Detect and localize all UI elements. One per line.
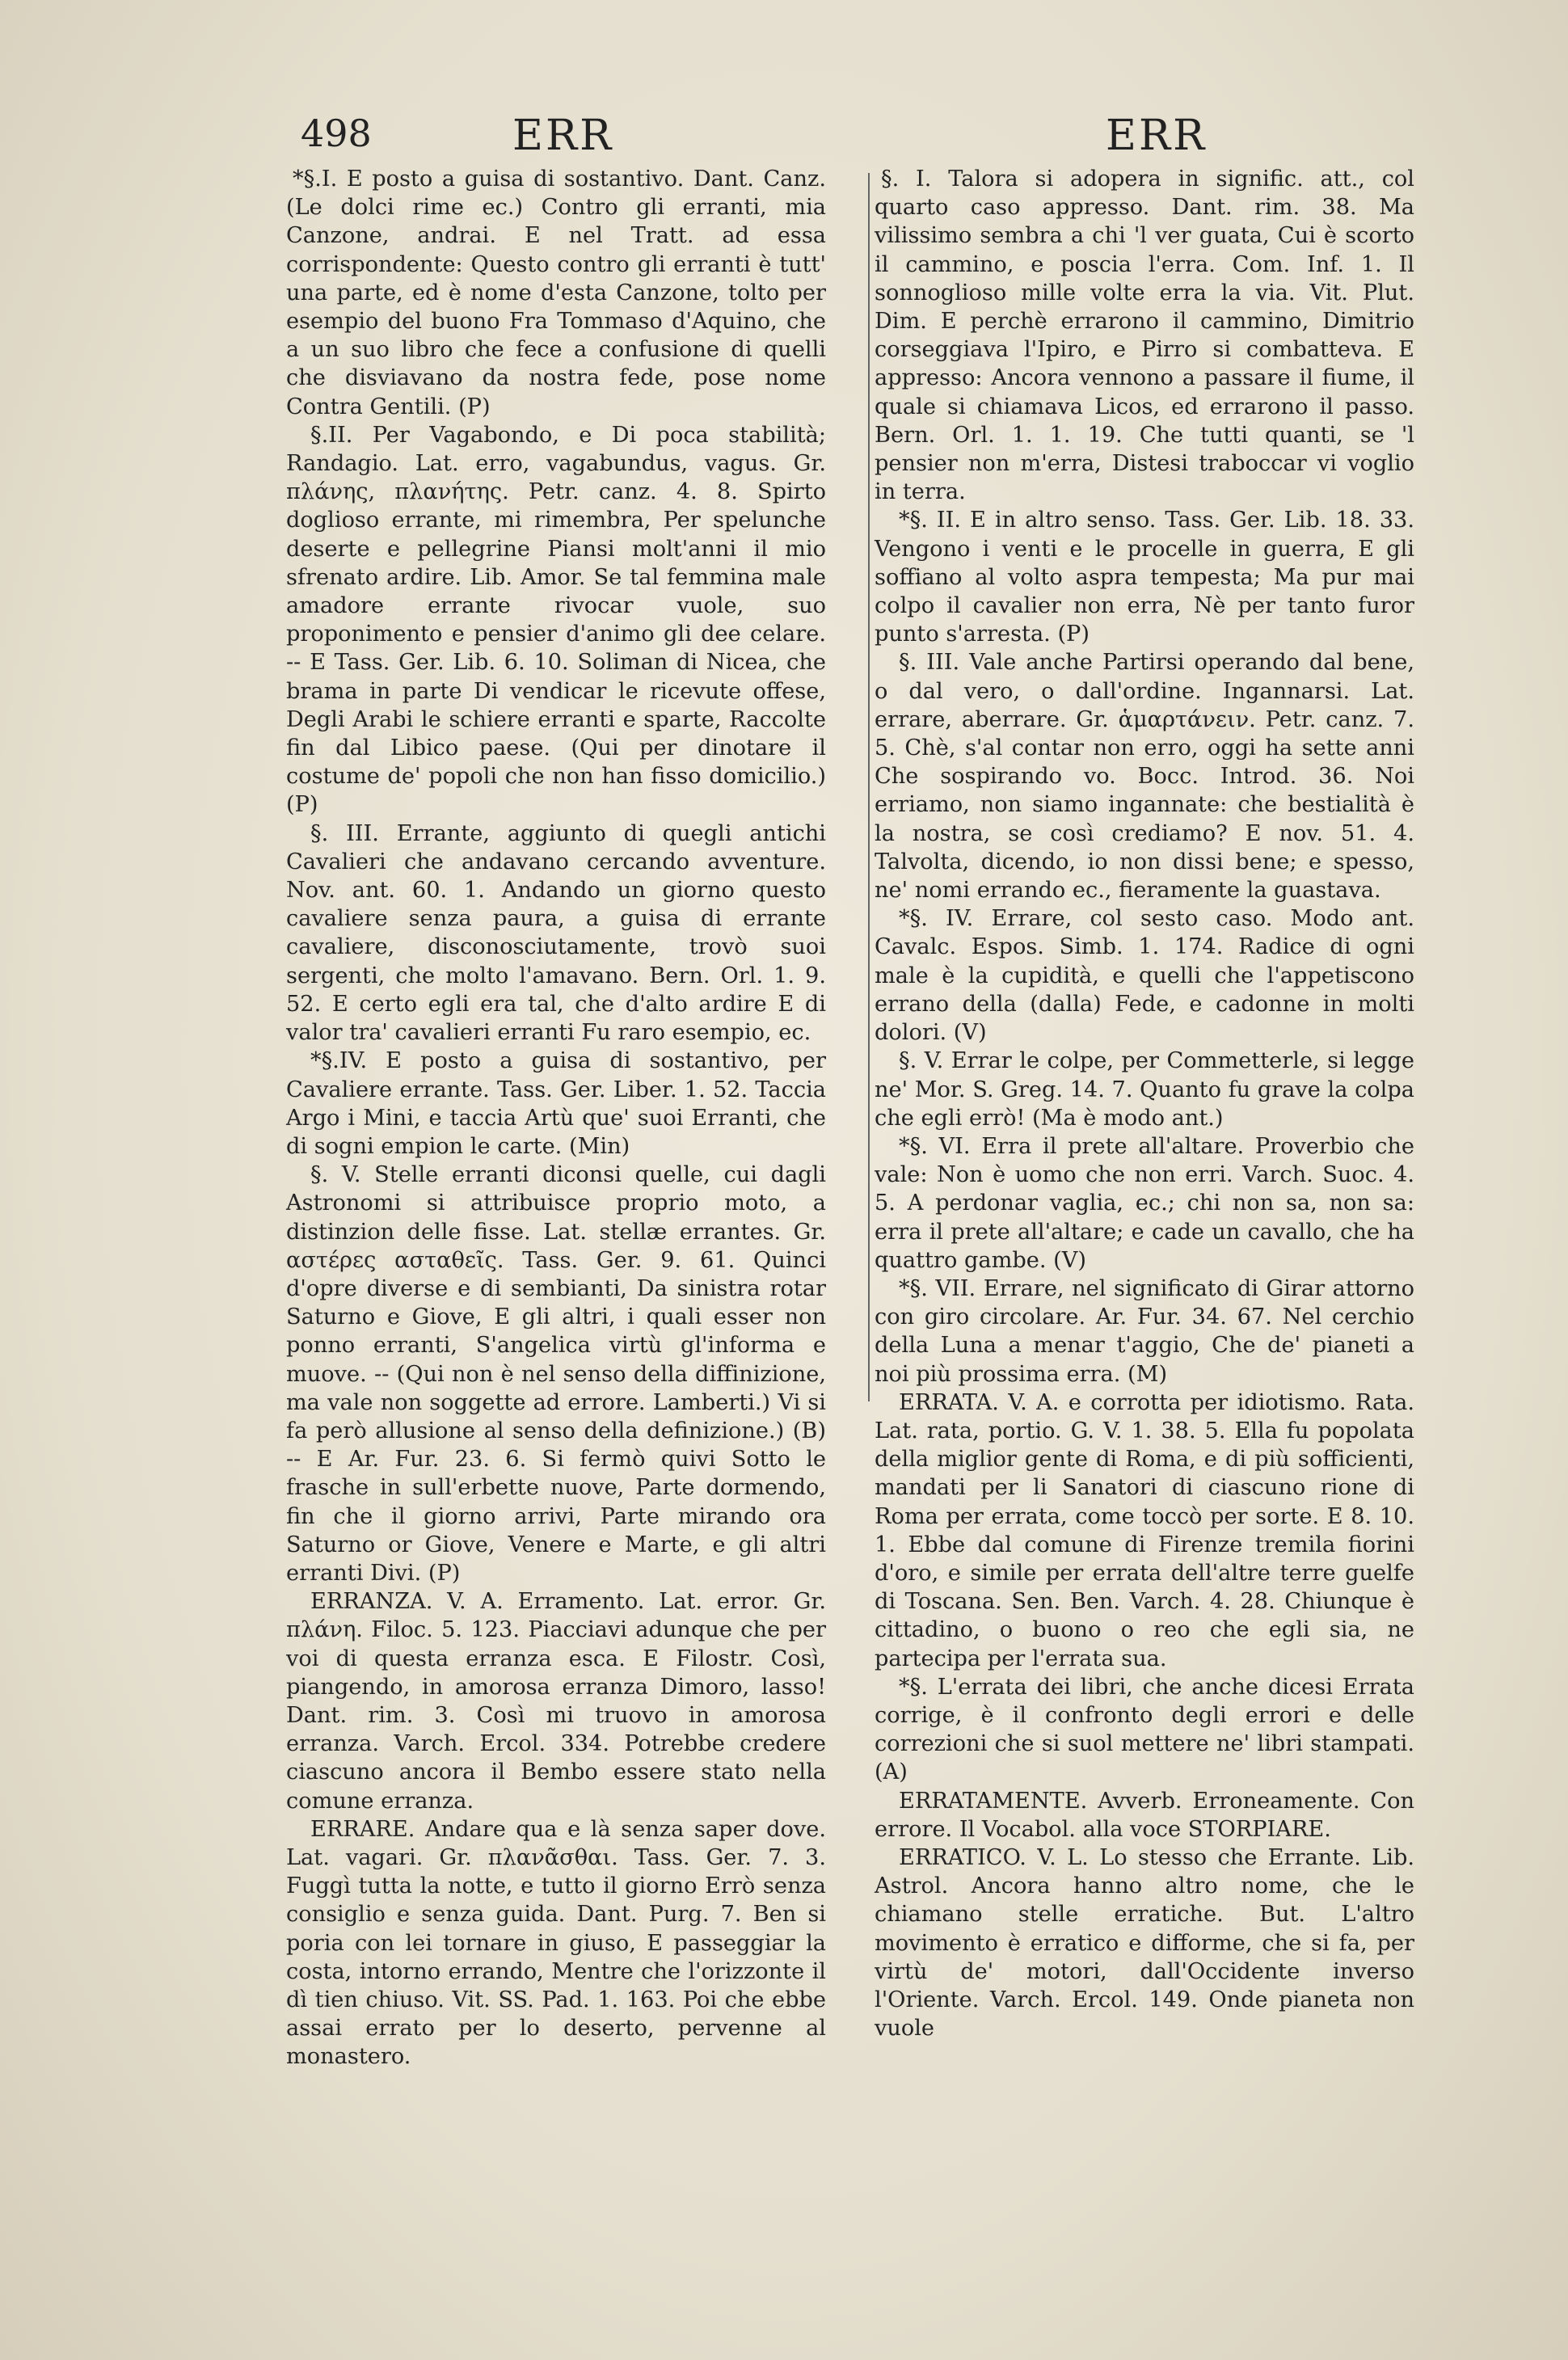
left-running-headword: ERR xyxy=(512,112,614,160)
entry-paragraph: ERRATAMENTE. Avverb. Erroneamente. Con errore. Il Vocabol. alla voce STORPIARE. xyxy=(875,1788,1414,1842)
entry-paragraph: *§. VI. Erra il prete all'altare. Proverbio che vale: Non è uomo che non erri. Varch. Suoc. 4. 5. A perdonar vaglia, ec.; chi non sa, non sa: erra il prete all'altare; e cade un cavallo, che ha quattro gambe. (V) xyxy=(875,1133,1414,1273)
entry-paragraph: ERRATA. V. A. e corrotta per idiotismo. Rata. Lat. rata, portio. G. V. 1. 38. 5. Ella fu popolata della miglior gente di Roma, e di più sofficienti, mandati per li Sanatori di ciascuno rione di Roma per errata, come toccò per sorte. E 8. 10. 1. Ebbe dal comune di Firenze tremila fiorini d'oro, e simile per errata dell'altre terre guelfe di Toscana. Sen. Ben. Varch. 4. 28. Chiunque è cittadino, o buono o reo che egli sia, ne partecipa per l'errata sua. xyxy=(875,1389,1414,1671)
left-column xyxy=(286,165,826,2071)
page-header xyxy=(0,105,1568,170)
entry-paragraph: §. I. Talora si adopera in signific. att., col quarto caso appresso. Dant. rim. 38. Ma vilissimo sembra a chi 'l ver guata, Cui è scorto il cammino, e poscia l'erra. Com. Inf. 1. Il sonnoglioso mille volte erra la via. Vit. Plut. Dim. E perchè erraronо il cammino, Dimitrio corseggiava l'Ipiro, e Pirro si combatteva. E appresso: Ancora vennono a passare il fiume, il quale si chiamava Licos, ed erraronо il passo. Bern. Orl. 1. 1. 19. Che tutti quanti, se 'l pensier non m'erra, Distesi traboccar vi voglio in terra. xyxy=(875,166,1414,505)
entry-paragraph: §.II. Per Vagabondo, e Di poca stabilità; Randagio. Lat. erro, vagabundus, vagus. Gr. πλάνης, πλανήτης. Petr. canz. 4. 8. Spirto doglioso errante, mi rimembra, Per spelunche deserte e pellegrine Piansi molt'anni il mio sfrenato ardire. Lib. Amor. Se tal femmina male amadore errante rivocar vuole, suo proponimento e pensier d'animo gli dee celare. -- E Tass. Ger. Lib. 6. 10. Soliman di Nicea, che brama in parte Di vendicar le ricevute offese, Degli Arabi le schiere erranti e sparte, Raccolte fin dal Libico paese. (Qui per dinotare il costume de' popoli che non han fisso domicilio.) (P) xyxy=(286,422,826,818)
entry-paragraph: §. III. Errante, aggiunto di quegli antichi Cavalieri che andavano cercando avventure. Nov. ant. 60. 1. Andando un giorno questo cavaliere senza paura, a guisa di errante cavaliere, disconosciutamente, trovò suoi sergenti, che molto l'amavano. Bern. Orl. 1. 9. 52. E certo egli era tal, che d'alto ardire E di valor tra' cavalieri erranti Fu raro esempio, ec. xyxy=(286,820,826,1046)
entry-paragraph: *§.I. E posto a guisa di sostantivo. Dant. Canz. (Le dolci rime ec.) Contro gli erranti, mia Canzone, andrai. E nel Tratt. ad essa corrispondente: Questo contro gli erranti è tutt' una parte, ed è nome d'esta Canzone, tolto per esempio del buono Fra Tommaso d'Aquino, che a un suo libro che fece a confusione di quelli che disviavano da nostra fede, pose nome Contra Gentili. (P) xyxy=(286,166,826,419)
entry-paragraph: ERRANZA. V. A. Erramento. Lat. error. Gr. πλάνη. Filoc. 5. 123. Piacciavi adunque che per voi di questa erranza esca. E Filostr. Così, piangendo, in amorosa erranza Dimoro, lasso! Dant. rim. 3. Così mi truovo in amorosa erranza. Varch. Ercol. 334. Potrebbe credere ciascuno ancora il Bembo essere stato nella comune erranza. xyxy=(286,1589,826,1814)
right-running-headword: ERR xyxy=(1106,112,1208,160)
entry-paragraph: §. III. Vale anche Partirsi operando dal bene, o dal vero, o dall'ordine. Ingannarsi. Lat. errare, aberrare. Gr. ἁμαρτάνειν. Petr. canz. 7. 5. Chè, s'al contar non erro, oggi ha sette anni Che sospirando vo. Bocc. Introd. 36. Noi erriamo, non siamo ingannate: che bestialità è la nostra, se così crediamo? E nov. 51. 4. Talvolta, dicendo, io non dissi bene; e spesso, ne' nomi errando ec., fieramente la guastava. xyxy=(875,650,1414,904)
column-divider xyxy=(868,173,870,1401)
entry-paragraph: §. V. Stelle erranti diconsi quelle, cui dagli Astronomi si attribuisce proprio moto, a distinzion delle fisse. Lat. stellæ errantes. Gr. αστέρες ασταθεῖς. Tass. Ger. 9. 61. Quinci d'opre diverse e di sembianti, Da sinistra rotar Saturno e Giove, E gli altri, i quali esser non ponno erranti, S'angelica virtù gl'informa e muove. -- (Qui non è nel senso della diffinizione, ma vale non soggette ad errore. Lamberti.) Vi si fa però allusione al senso della definizione.) (B) -- E Ar. Fur. 23. 6. Si fermò quivi Sotto le frasche in sull'erbette nuove, Parte dormendo, fin che il giorno arrivi, Parte mirando ora Saturno or Giove, Venere e Marte, e gli altri erranti Divi. (P) xyxy=(286,1162,826,1586)
page-number: 498 xyxy=(301,112,372,155)
entry-paragraph: ERRATICO. V. L. Lo stesso che Errante. Lib. Astrol. Ancora hanno altro nome, che le chiamano stelle erratiche. But. L'altro movimento è erratico e difforme, che si fa, per virtù de' motori, dall'Occidente inverso l'Oriente. Varch. Ercol. 149. Onde pianeta non vuole xyxy=(875,1844,1414,2042)
entry-paragraph: §. V. Errar le colpe, per Commetterle, si legge ne' Mor. S. Greg. 14. 7. Quanto fu grave la colpa che egli errò! (Ma è modo ant.) xyxy=(875,1048,1414,1131)
entry-paragraph: *§. II. E in altro senso. Tass. Ger. Lib. 18. 33. Vengono i venti e le procelle in guerra, E gli soffiano al volto aspra tempesta; Ma pur mai colpo il cavalier non erra, Nè per tanto furor punto s'arresta. (P) xyxy=(875,508,1414,647)
entry-paragraph: *§. L'errata dei libri, che anche dicesi Errata corrige, è il confronto degli errori e delle correzioni che si suol mettere ne' libri stampati. (A) xyxy=(875,1674,1414,1785)
entry-paragraph: *§.IV. E posto a guisa di sostantivo, per Cavaliere errante. Tass. Ger. Liber. 1. 52. Taccia Argo i Mini, e taccia Artù que' suoi Erranti, che di sogni empion le carte. (Min) xyxy=(286,1048,826,1159)
entry-paragraph: *§. VII. Errare, nel significato di Girar attorno con giro circolare. Ar. Fur. 34. 67. Nel cerchio della Luna a menar t'aggio, Che de' pianeti a noi più prossima erra. (M) xyxy=(875,1275,1414,1387)
entry-paragraph: *§. IV. Errare, col sesto caso. Modo ant. Cavalc. Espos. Simb. 1. 174. Radice di ogni male è la cupidità, e quelli che l'appetiscono errano della (dalla) Fede, e cadonne in molti dolori. (V) xyxy=(875,906,1414,1046)
entry-paragraph: ERRARE. Andare qua e là senza saper dove. Lat. vagari. Gr. πλανᾶσθαι. Tass. Ger. 7. 3. Fuggì tutta la notte, e tutto il giorno Errò senza consiglio e senza guida. Dant. Purg. 7. Ben si poria con lei tornare in giuso, E passeggiar la costa, intorno errando, Mentre che l'orizzonte il dì tien chiuso. Vit. SS. Pad. 1. 163. Poi che ebbe assai errato per lo deserto, pervenne al monastero. xyxy=(286,1816,826,2070)
right-column xyxy=(875,165,1414,2042)
